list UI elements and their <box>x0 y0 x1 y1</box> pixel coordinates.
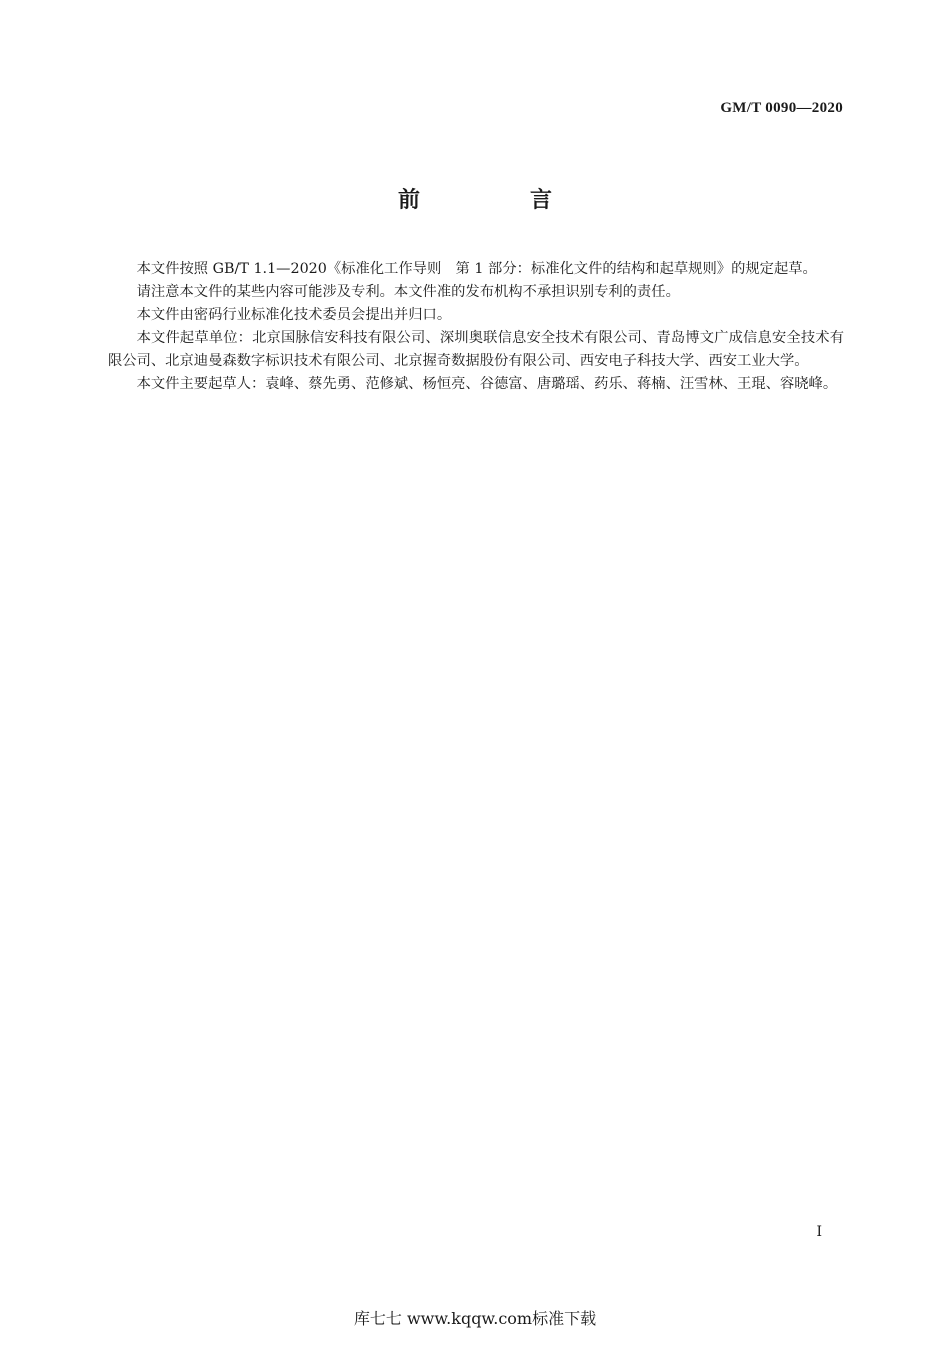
paragraph-drafting-units: 本文件起草单位：北京国脉信安科技有限公司、深圳奥联信息安全技术有限公司、青岛博文广成信息安全技术有限公司、北京迪曼森数字标识技术有限公司、北京握奇数据股份有限公司、西安电子科技大学、西安工业大学。 <box>108 330 844 369</box>
paragraph-drafters: 本文件主要起草人：袁峰、蔡先勇、范修斌、杨恒亮、谷德富、唐璐瑶、药乐、蒋楠、汪雪林、王琨、容晓峰。 <box>136 376 838 392</box>
standard-code: GM/T 0090—2020 <box>720 100 843 116</box>
paragraph-committee: 本文件由密码行业标准化技术委员会提出并归口。 <box>136 307 452 323</box>
footer-watermark: 库七七 www.kqqw.com标准下载 <box>353 1309 597 1328</box>
paragraph-patent-notice: 请注意本文件的某些内容可能涉及专利。本文件准的发布机构不承担识别专利的责任。 <box>136 284 680 300</box>
foreword-body <box>108 258 844 396</box>
page-number: I <box>816 1224 822 1240</box>
paragraph-drafting-rules: 本文件按照 GB/T 1.1—2020《标准化工作导则 第 1 部分：标准化文件的结构和起草规则》的规定起草。 <box>136 261 817 277</box>
page-title: 前 言 <box>397 188 596 213</box>
